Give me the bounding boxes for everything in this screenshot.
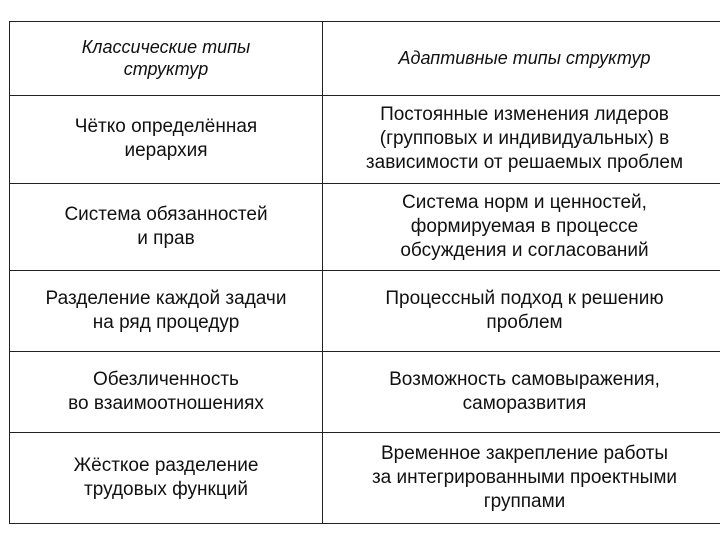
- adaptive-cell-text: Возможность самовыражения, саморазвития: [389, 369, 660, 415]
- table-header-row: [10, 22, 720, 96]
- header-adaptive-label: Адаптивные типы структур: [398, 48, 651, 69]
- classic-cell: [10, 433, 323, 524]
- classic-cell-text: Обезличенность во взаимоотношениях: [68, 369, 264, 415]
- adaptive-cell-text: Система норм и ценностей, формируемая в процессе обсуждения и согласований: [400, 192, 649, 262]
- adaptive-cell: [323, 433, 720, 524]
- adaptive-cell-text: Постоянные изменения лидеров (групповых и индивидуальных) в зависимости от решаемых проблем: [365, 104, 684, 174]
- header-adaptive-cell: [323, 22, 720, 96]
- table-row: [10, 433, 720, 524]
- table-row: [10, 183, 720, 271]
- table-row: [10, 352, 720, 433]
- adaptive-cell: [323, 271, 720, 352]
- adaptive-cell-text: Временное закрепление работы за интегрированными проектными группами: [371, 443, 678, 513]
- structure-types-table: [9, 21, 720, 524]
- classic-cell-text: Жёсткое разделение трудовых функций: [73, 455, 259, 501]
- adaptive-cell-text: Процессный подход к решению проблем: [385, 288, 664, 334]
- classic-cell-text: Чётко определённая иерархия: [74, 116, 258, 162]
- header-classic-cell: [10, 22, 323, 96]
- adaptive-cell: [323, 95, 720, 183]
- header-classic-label: Классические типы структур: [81, 37, 251, 80]
- comparison-table-container: [9, 21, 712, 524]
- adaptive-cell: [323, 352, 720, 433]
- classic-cell: [10, 183, 323, 271]
- adaptive-cell: [323, 183, 720, 271]
- classic-cell: [10, 95, 323, 183]
- table-row: [10, 271, 720, 352]
- classic-cell: [10, 352, 323, 433]
- classic-cell-text: Система обязанностей и прав: [64, 204, 268, 250]
- table-row: [10, 95, 720, 183]
- classic-cell-text: Разделение каждой задачи на ряд процедур: [45, 288, 287, 334]
- classic-cell: [10, 271, 323, 352]
